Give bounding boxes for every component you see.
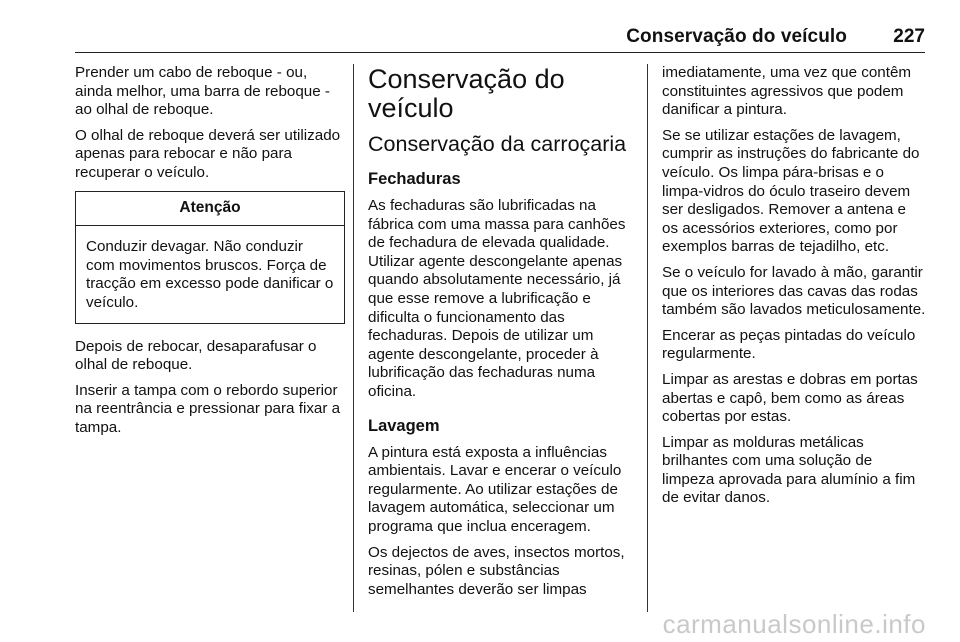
column-divider-2 bbox=[647, 64, 648, 612]
warning-box bbox=[75, 191, 345, 324]
paragraph: Se se utilizar estações de lavagem, cumprir as instruções do fabricante do veículo. Os limpa pára-brisas e o limpa-vidros do óculo traseiro devem ser desligados. Remover a antena e os acessórios exteriores, como por exemplos barras de tejadilho, etc. bbox=[662, 126, 920, 256]
subsection-title-washing: Lavagem bbox=[368, 416, 440, 435]
column-divider-1 bbox=[353, 64, 354, 612]
paragraph: Prender um cabo de reboque - ou, ainda melhor, uma barra de reboque - ao olhal de reboque. bbox=[75, 64, 330, 119]
paragraph: Se o veículo for lavado à mão, garantir que os interiores das cavas das rodas também são lavados meticulosamente. bbox=[662, 263, 926, 319]
column-3 bbox=[662, 64, 926, 515]
running-title: Conservação do veículo bbox=[626, 26, 847, 47]
paragraph: Limpar as molduras metálicas brilhantes com uma solução de limpeza aprovada para alumínio a fim de evitar danos. bbox=[662, 433, 916, 507]
warning-title: Atenção bbox=[76, 192, 344, 227]
paragraph: Limpar as arestas e dobras em portas abertas e capô, bem como as áreas cobertas por estas. bbox=[662, 370, 918, 426]
paragraph: As fechaduras são lubrificadas na fábrica com uma massa para canhões de fechadura de elevada qualidade. Utilizar agente descongelante apenas quando absolutamente necessário, já que esse remove a lubrificação e dificulta o funcionamento das fechaduras. Depois de utilizar um agente descongelante, proceder à lubrificação das fechaduras numa oficina. bbox=[368, 197, 626, 400]
paragraph: Encerar as peças pintadas do veículo regularmente. bbox=[662, 326, 916, 363]
section-title: Conservação da carroçaria bbox=[368, 132, 627, 156]
page-number: 227 bbox=[893, 26, 925, 47]
paragraph: O olhal de reboque deverá ser utilizado apenas para rebocar e não para recuperar o veículo. bbox=[75, 126, 341, 181]
column-2 bbox=[368, 64, 634, 606]
paragraph: Os dejectos de aves, insectos mortos, resinas, pólen e substâncias semelhantes deverão ser limpas bbox=[368, 543, 625, 598]
page-header bbox=[75, 22, 925, 53]
paragraph: Depois de rebocar, desaparafusar o olhal de reboque. bbox=[75, 337, 317, 374]
paragraph: Inserir a tampa com o rebordo superior na reentrância e pressionar para fixar a tampa. bbox=[75, 381, 341, 436]
paragraph: A pintura está exposta a influências ambientais. Lavar e encerar o veículo regularmente. Ao utilizar estações de lavagem automática, seleccionar um programa que inclua enceragem. bbox=[368, 443, 622, 535]
paragraph: imediatamente, uma vez que contêm constituintes agressivos que podem danificar a pintura. bbox=[662, 64, 912, 119]
chapter-title: Conservação do veículo bbox=[368, 64, 565, 123]
column-1 bbox=[75, 64, 345, 445]
watermark: carmanualsonline.info bbox=[662, 609, 926, 639]
subsection-title-locks: Fechaduras bbox=[368, 170, 461, 188]
warning-text: Conduzir devagar. Não conduzir com movimentos bruscos. Força de tracção em excesso pode danificar o veículo. bbox=[86, 238, 334, 311]
